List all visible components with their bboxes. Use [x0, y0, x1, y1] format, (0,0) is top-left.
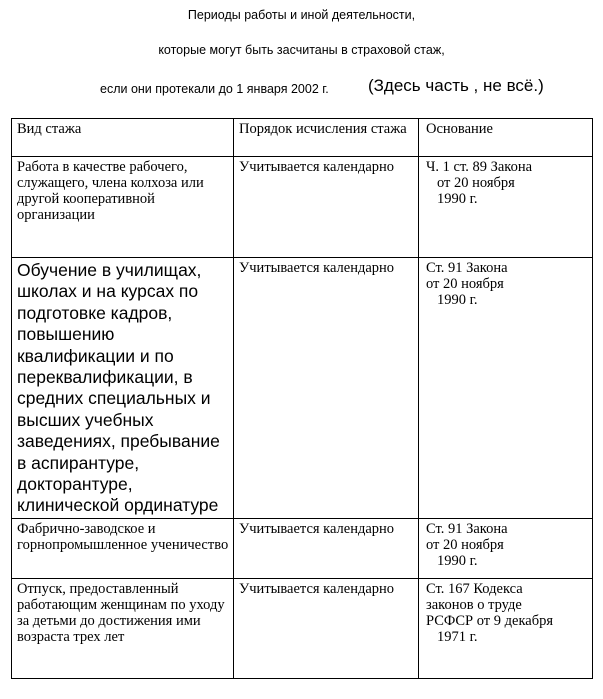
table-row: [12, 518, 593, 578]
basis-line: 1971 г.: [437, 628, 478, 645]
heading-line-3: если они протекали до 1 января 2002 г.: [100, 82, 329, 96]
cell-type: Работа в качестве рабочего, служащего, члена колхоза или другой кооперативной организации: [12, 157, 234, 258]
partial-note: (Здесь часть , не всё.): [368, 76, 544, 95]
basis-line: от 20 ноября: [426, 276, 504, 292]
cell-basis: [419, 258, 593, 519]
cell-basis: [419, 518, 593, 578]
cell-basis: [419, 578, 593, 678]
basis-line: Ст. 91 Закона: [426, 520, 508, 537]
cell-order: Учитывается календарно: [234, 578, 419, 678]
cell-order: Учитывается календарно: [234, 258, 419, 519]
table-row: [12, 578, 593, 678]
table-row: [12, 157, 593, 258]
insurance-periods-table: [11, 118, 593, 679]
basis-line: 1990 г.: [437, 292, 478, 308]
cell-type: Отпуск, предоставленный работающим женщинам по уходу за детьми до достижения ими возраста трех лет: [12, 578, 234, 678]
header-type: Вид стажа: [12, 119, 234, 157]
basis-line: законов о труде: [426, 596, 522, 613]
basis-line: 1990 г.: [437, 552, 478, 569]
header-order: Порядок исчисления стажа: [234, 119, 419, 157]
basis-line: Ст. 91 Закона: [426, 260, 508, 276]
table-header-row: [12, 119, 593, 157]
basis-line: Ст. 167 Кодекса: [426, 580, 523, 597]
cell-type: Обучение в училищах, школах и на курсах по подготовке кадров, повышению квалификации и по переквалификации, в средних специальных и высших учебных заведениях, пребывание в аспирантуре, докторантуре, клинической ординатуре: [12, 258, 234, 519]
heading-line-1: Периоды работы и иной деятельности,: [187, 8, 416, 22]
basis-line: РСФСР от 9 декабря: [426, 612, 553, 629]
cell-order: Учитывается календарно: [234, 157, 419, 258]
heading-line-2: которые могут быть засчитаны в страховой стаж,: [158, 43, 445, 57]
cell-order: Учитывается календарно: [234, 518, 419, 578]
basis-line: от 20 ноября: [426, 536, 504, 553]
basis-line: 1990 г.: [437, 191, 478, 207]
basis-line: от 20 ноября: [437, 175, 515, 191]
basis-line: Ч. 1 ст. 89 Закона: [426, 159, 533, 175]
table-row: [12, 258, 593, 519]
header-basis: Основание: [419, 119, 593, 157]
cell-basis: [419, 157, 593, 258]
cell-type: Фабрично-заводское и горнопромышленное ученичество: [12, 518, 234, 578]
